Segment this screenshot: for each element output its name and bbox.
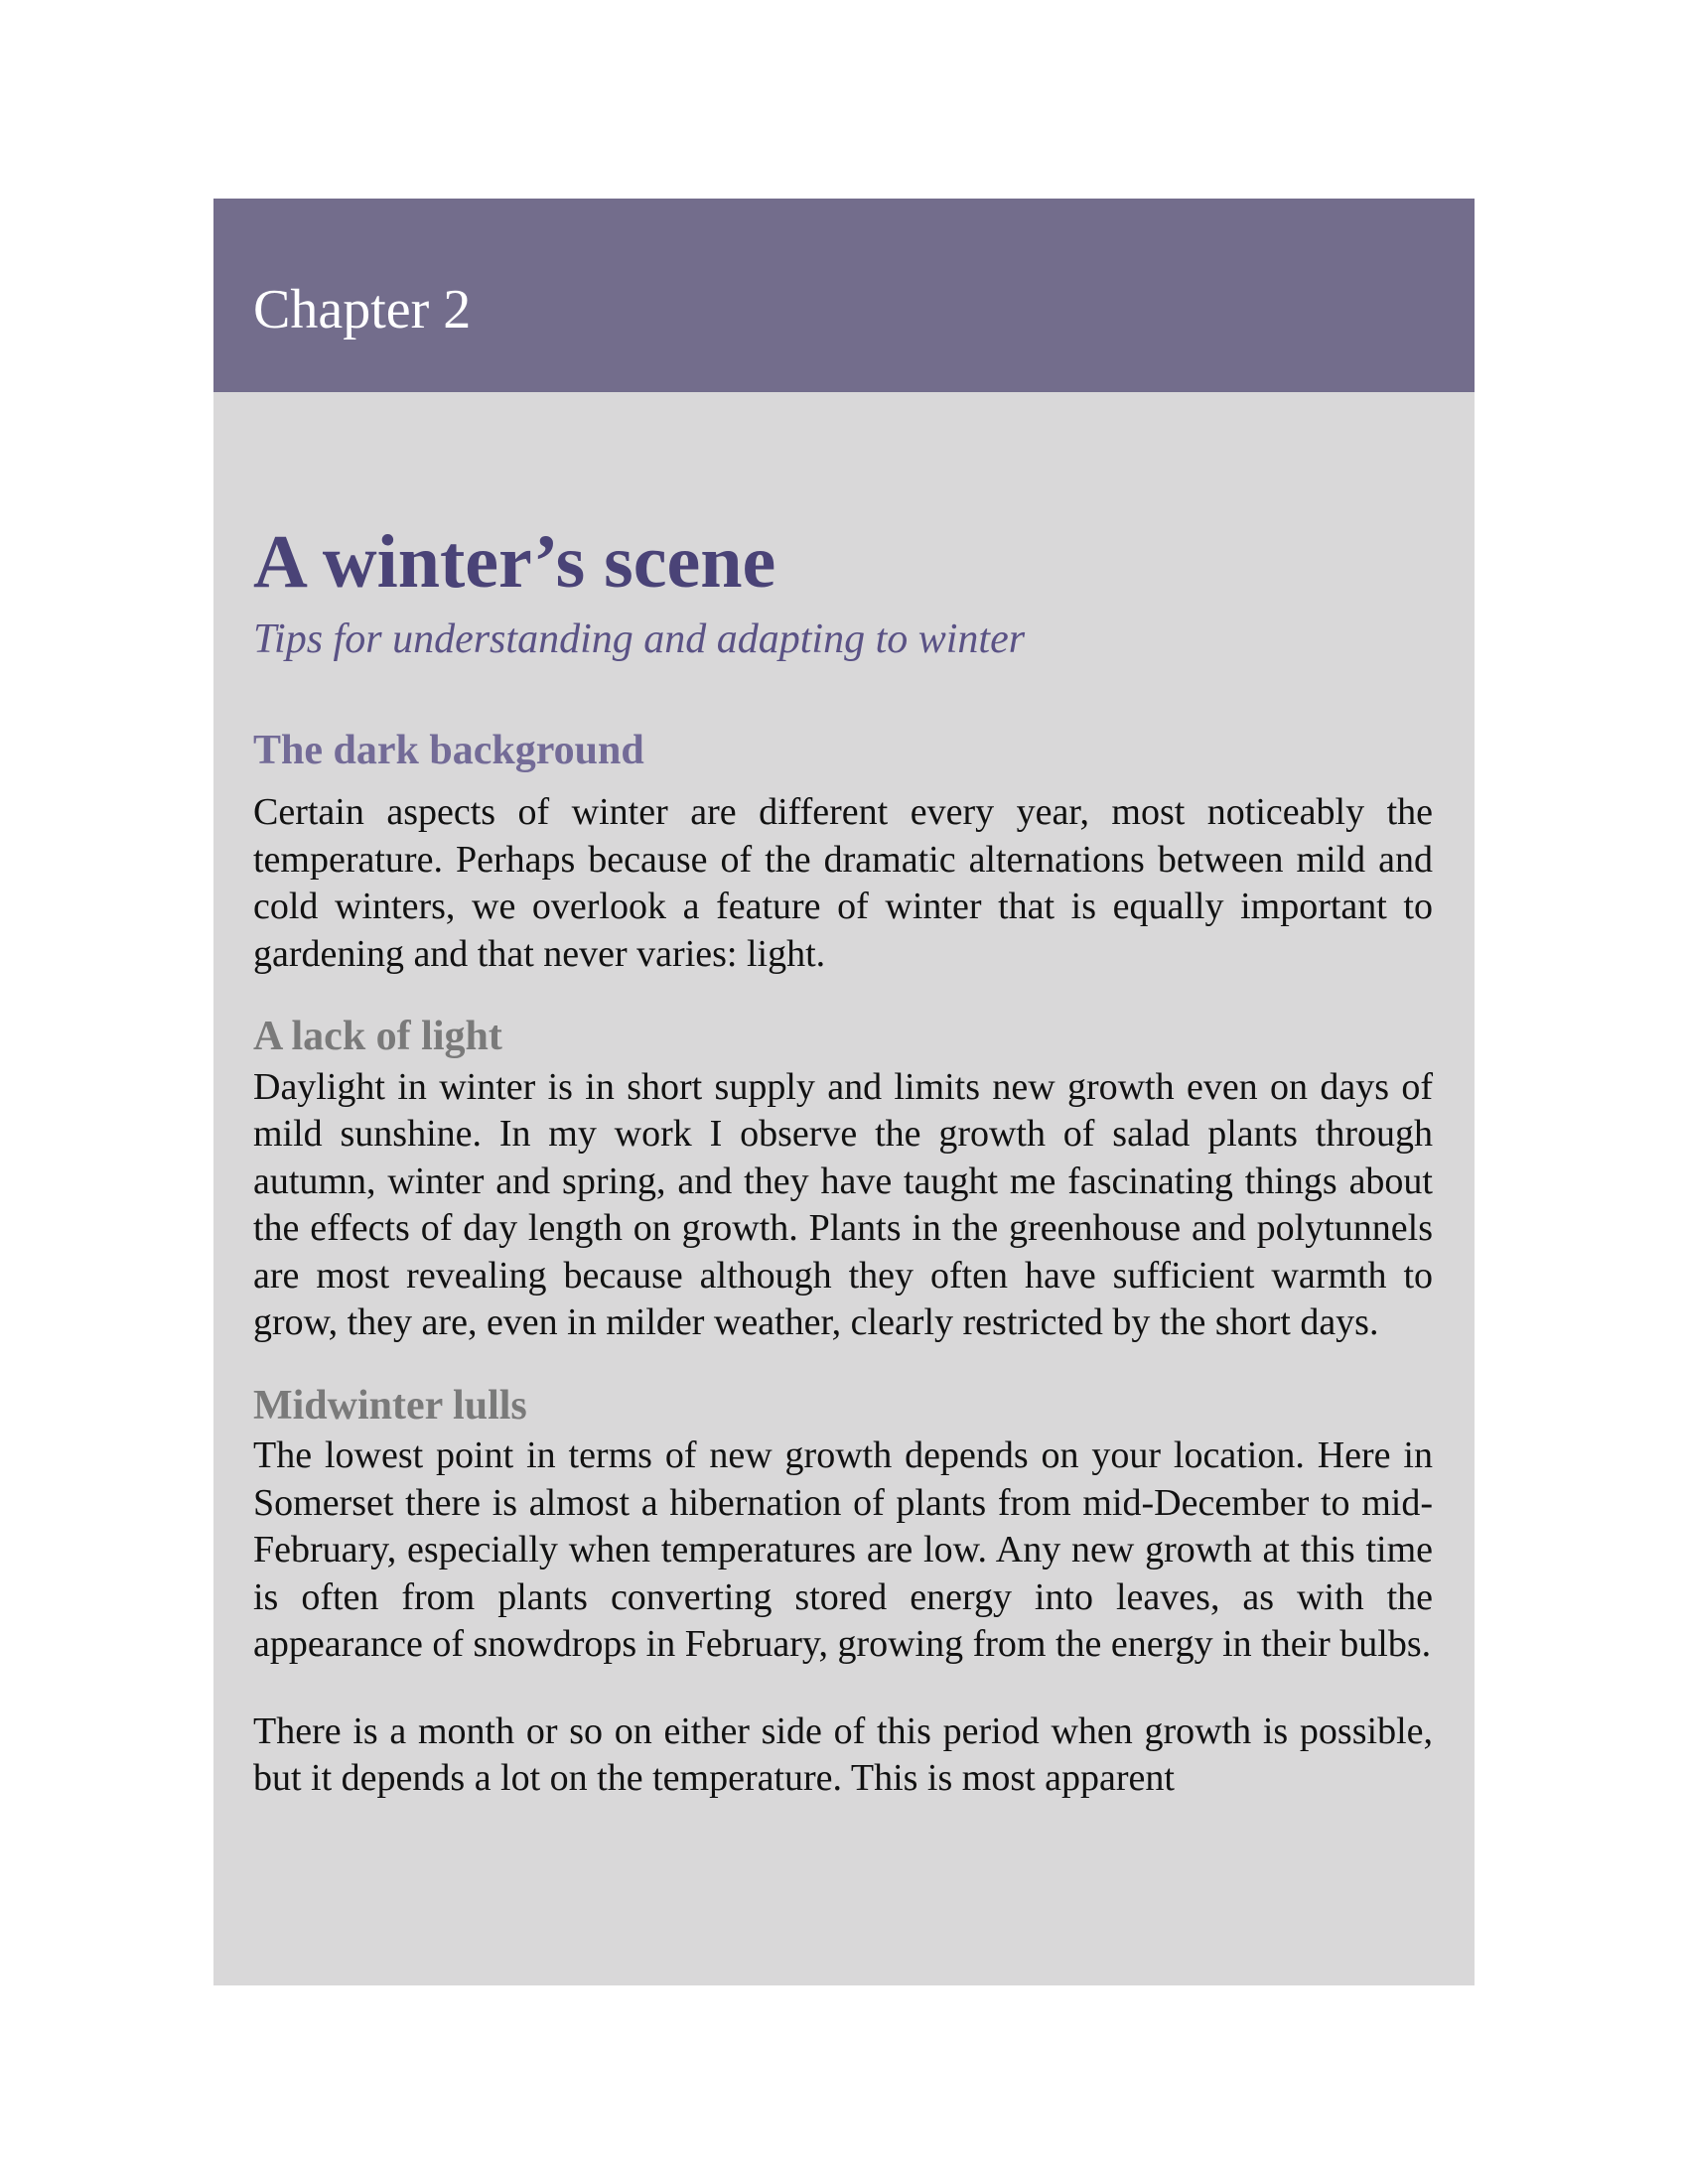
body-paragraph: The lowest point in terms of new growth depends on your location. Here in Somerset there is almost a hibernation of plants from mid-December to mid-February, especially when temperatures are low. Any new growth at this time is often from plants converting stored energy into leaves, as with the appearance of snowdrops in February, growing from the energy in their bulbs. bbox=[253, 1434, 1433, 1666]
body-paragraph: Daylight in winter is in short supply and limits new growth even on days of mild sunshine. In my work I observe the growth of salad plants through autumn, winter and spring, and they have taught me fascinating things about the effects of day length on growth. Plants in the greenhouse and polytunnels are most revealing because although they often have sufficient warmth to grow, they are, even in milder weather, clearly restricted by the short days. bbox=[253, 1065, 1433, 1344]
chapter-label: Chapter 2 bbox=[253, 279, 472, 341]
section-heading-midwinter-lulls: Midwinter lulls bbox=[253, 1382, 527, 1429]
page-panel bbox=[213, 199, 1475, 1985]
section-heading-dark-background: The dark background bbox=[253, 727, 644, 773]
chapter-band bbox=[213, 199, 1475, 392]
chapter-title: A winter’s scene bbox=[253, 520, 776, 604]
page-content bbox=[253, 521, 1433, 1803]
body-paragraph: There is a month or so on either side of this period when growth is possible, but it depends a lot on the temperature. This is most apparent bbox=[253, 1709, 1433, 1800]
chapter-subtitle: Tips for understanding and adapting to winter bbox=[253, 615, 1026, 662]
body-paragraph: Certain aspects of winter are different every year, most noticeably the temperature. Perhaps because of the dramatic alternations between mild and cold winters, we overlook a feature of winter that is equally important to gardening and that never varies: light. bbox=[253, 791, 1433, 975]
section-heading-lack-of-light: A lack of light bbox=[253, 1014, 502, 1060]
